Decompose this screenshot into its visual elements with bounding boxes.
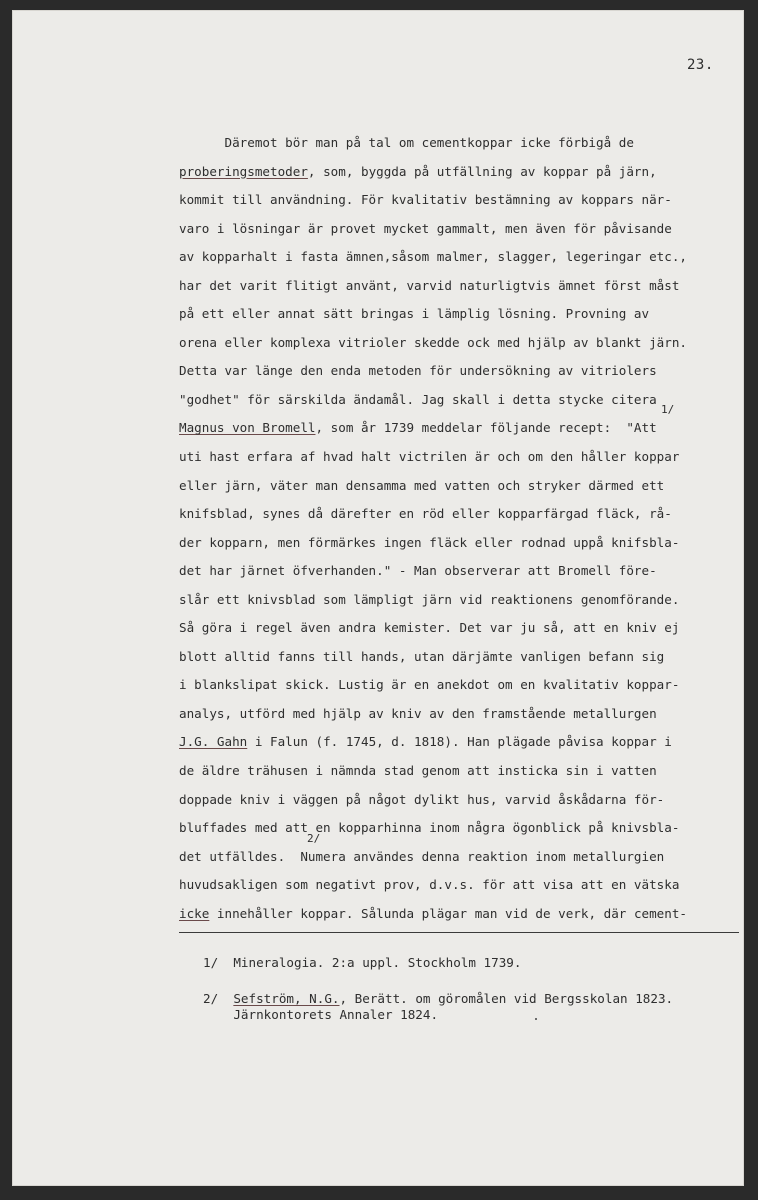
text-line-segment: det har järnet öfverhanden." - Man observerar att Bromell före- xyxy=(179,563,657,579)
text-line-segment: der kopparn, men förmärkes ingen fläck eller rodnad uppå knifsbla- xyxy=(179,534,680,550)
text-line xyxy=(179,728,744,757)
text-line-segment: blott alltid fanns till hands, utan därjämte vanligen befann sig xyxy=(179,648,665,664)
text-line xyxy=(179,586,744,615)
text-line-segment: av kopparhalt i fasta ämnen,såsom malmer, slagger, legeringar etc., xyxy=(179,249,687,265)
text-line-segment: eller järn, väter man densamma med vatten och stryker därmed ett xyxy=(179,477,665,493)
text-line-segment: , som, byggda på utfällning av koppar på järn, xyxy=(307,163,657,179)
text-line xyxy=(179,129,744,158)
text-line xyxy=(179,357,744,386)
text-line-segment: huvudsakligen som negativt prov, d.v.s. för att visa att en vätska xyxy=(179,877,680,893)
text-line xyxy=(179,158,744,187)
text-line-segment: i Falun (f. 1745, d. 1818). Han plägade påvisa koppar i xyxy=(247,734,672,750)
text-line xyxy=(179,831,744,872)
footnote-2-author: Sefström, N.G. xyxy=(233,991,340,1006)
typewritten-sheet xyxy=(13,11,744,1186)
text-line xyxy=(179,500,744,529)
text-line-segment: analys, utförd med hjälp av kniv av den framstående metallurgen xyxy=(179,705,657,721)
text-line xyxy=(179,300,744,329)
text-line-segment: varo i lösningar är provet mycket gammalt, men även för påvisande xyxy=(179,220,672,236)
text-line xyxy=(179,786,744,815)
footnote-2-number: 2/ xyxy=(203,991,234,1006)
text-line xyxy=(179,671,744,700)
text-line-segment: knifsblad, synes då därefter en röd eller kopparfärgad fläck, rå- xyxy=(179,506,672,522)
text-line-segment: Däremot bör man på tal om cementkoppar icke förbigå de xyxy=(179,135,634,150)
text-line-segment: i blankslipat skick. Lustig är en anekdot om en kvalitativ koppar- xyxy=(179,677,680,693)
text-line xyxy=(179,272,744,301)
text-line xyxy=(179,243,744,272)
text-line xyxy=(179,900,744,929)
text-line-segment: slår ett knivsblad som lämpligt järn vid reaktionens genomförande. xyxy=(179,591,680,607)
text-line xyxy=(179,529,744,558)
text-line-segment: bluffades med att en kopparhinna inom några ögonblick på knivsbla- xyxy=(179,820,680,836)
text-line-segment: orena eller komplexa vitrioler skedde ock med hjälp av blankt järn. xyxy=(179,334,687,350)
main-paragraph xyxy=(179,129,744,928)
footnote-mark-2: 2/ xyxy=(307,831,321,845)
text-line xyxy=(179,814,744,843)
text-line xyxy=(179,329,744,358)
text-line xyxy=(179,614,744,643)
text-line xyxy=(179,643,744,672)
footnote-2-text: , Berätt. om göromålen vid Bergsskolan 1823. xyxy=(339,991,674,1006)
text-line-segment: har det varit flitigt använt, varvid naturligtvis ämnet först måst xyxy=(179,277,680,293)
footnote-1: 1/ Mineralogia. 2:a uppl. Stockholm 1739. xyxy=(203,955,522,970)
text-line-segment: det utfälldes. Numera användes denna reaktion inom metallurgien xyxy=(179,848,665,864)
document-page xyxy=(12,10,744,1186)
page-number: 23. xyxy=(687,57,714,73)
footnote-2-continuation: Järnkontorets Annaler 1824. xyxy=(203,1007,439,1022)
text-line-segment: uti hast erfara af hvad halt victrilen är och om den håller koppar xyxy=(179,449,680,465)
underlined-term: J.G. Gahn xyxy=(179,734,248,750)
text-line-segment: på ett eller annat sätt bringas i lämplig lösning. Provning av xyxy=(179,306,650,322)
text-line xyxy=(179,403,744,443)
text-line-segment: Detta var länge den enda metoden för undersökning av vitriolers xyxy=(179,363,657,379)
underlined-term: proberingsmetoder xyxy=(179,163,308,179)
text-line xyxy=(179,757,744,786)
text-line-segment: Så göra i regel även andra kemister. Det var ju så, att en kniv ej xyxy=(179,620,680,636)
text-line xyxy=(179,700,744,729)
footnote-mark-1: 1/ xyxy=(661,403,675,417)
stray-mark xyxy=(535,1018,537,1020)
text-line xyxy=(179,472,744,501)
footnote-2 xyxy=(203,991,673,1007)
text-line-segment: doppade kniv i väggen på något dylikt hus, varvid åskådarna för- xyxy=(179,791,665,807)
text-line xyxy=(179,871,744,900)
text-line-segment: de äldre trähusen i nämnda stad genom att insticka sin i vatten xyxy=(179,763,657,779)
text-line xyxy=(179,386,744,415)
text-line xyxy=(179,186,744,215)
underlined-term: Magnus von Bromell xyxy=(179,420,316,436)
footnote-separator xyxy=(179,932,739,933)
text-line-segment: innehåller koppar. Sålunda plägar man vid de verk, där cement- xyxy=(209,905,688,921)
text-line xyxy=(179,443,744,472)
underlined-term: icke xyxy=(179,905,210,921)
text-line-segment: kommit till användning. För kvalitativ bestämning av koppars när- xyxy=(179,192,672,208)
text-line-segment: "godhet" för särskilda ändamål. Jag skall i detta stycke citera xyxy=(179,391,657,407)
text-line-segment: , som år 1739 meddelar följande recept: "Att xyxy=(315,420,657,436)
text-line xyxy=(179,557,744,586)
text-line xyxy=(179,215,744,244)
